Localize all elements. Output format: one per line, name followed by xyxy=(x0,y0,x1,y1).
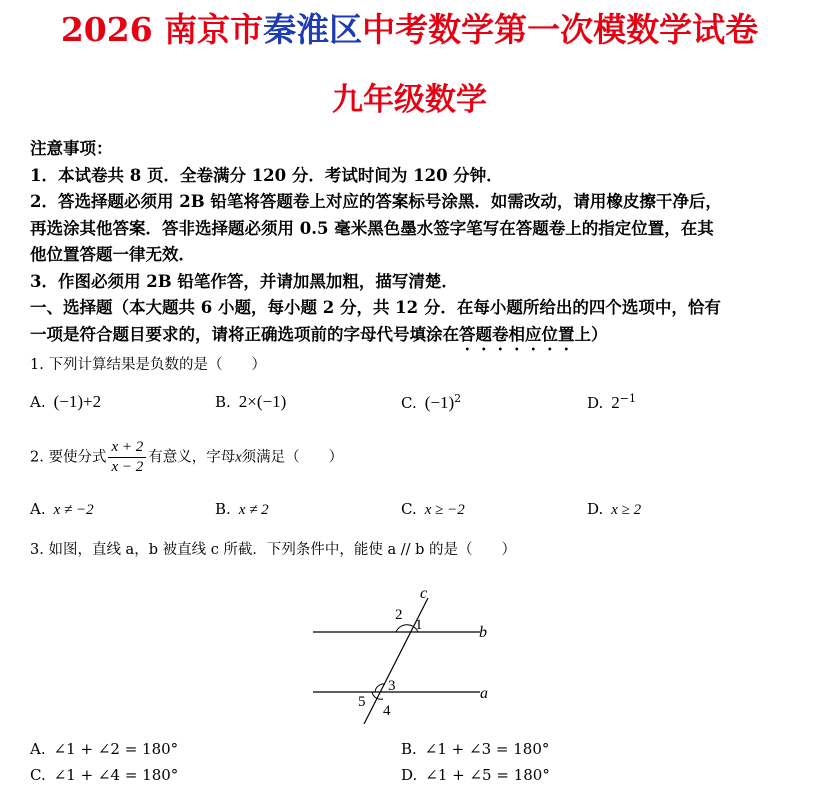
notes-line: 3．作图必须用 2B 铅笔作答，并请加黑加粗，描写清楚． xyxy=(30,271,458,291)
option-label: B. xyxy=(401,740,417,758)
notes-line-text: 一项是符合题目要求的，请将正确选项前的字母代号填涂在 xyxy=(30,324,459,344)
option-text: ∠1 + ∠4 = 180° xyxy=(53,766,179,784)
option-label: C. xyxy=(401,394,417,412)
option-label: C. xyxy=(401,500,417,518)
exam-subtitle: 九年级数学 xyxy=(332,82,487,118)
q2-stem-text: 2. 要使分式 xyxy=(30,449,107,466)
question-1-stem: 1. 下列计算结果是负数的是（ ） xyxy=(30,357,266,373)
q3-option-c xyxy=(30,766,178,784)
option-label: B. xyxy=(215,500,231,518)
label-angle-3: 3 xyxy=(388,678,396,694)
q3-option-a xyxy=(30,740,178,758)
parallel-lines-figure xyxy=(0,578,819,758)
question-2-stem xyxy=(30,438,343,477)
fraction xyxy=(108,438,146,477)
label-b: b xyxy=(479,624,487,641)
option-label: A. xyxy=(30,740,46,758)
q2-option-b xyxy=(215,500,269,519)
notes-line: 再选涂其他答案．答非选择题必须用 0.5 毫米黑色墨水签字笔写在答题卷上的指定位置，在其 xyxy=(30,218,714,238)
label-angle-2: 2 xyxy=(395,607,403,623)
option-label: A. xyxy=(30,393,46,411)
label-angle-4: 4 xyxy=(383,703,391,719)
option-label: D. xyxy=(401,766,418,784)
q1-option-b xyxy=(215,392,286,412)
title-district: 秦淮区 xyxy=(263,10,363,49)
question-3-stem: 3. 如图，直线 a，b 被直线 c 所截．下列条件中，能使 a // b 的是（ ） xyxy=(30,542,517,558)
notes-line: 一、选择题（本大题共 6 小题，每小题 2 分，共 12 分．在每小题所给出的四个选项中，恰有 xyxy=(30,298,721,317)
option-label: C. xyxy=(30,766,46,784)
notes-line-text: 上） xyxy=(574,324,608,344)
notes-line xyxy=(30,322,790,354)
q3-option-b xyxy=(401,740,549,758)
variable: x xyxy=(235,449,242,466)
option-text: (−1)+2 xyxy=(53,392,102,411)
q1-option-a xyxy=(30,392,101,412)
notes-line: 1．本试卷共 8 页．全卷满分 120 分．考试时间为 120 分钟． xyxy=(30,165,503,185)
notes-line: 他位置答题一律无效． xyxy=(30,245,195,264)
title-exam-name: 中考数学第一次模数学试卷 xyxy=(362,10,759,49)
option-text: x ≥ 2 xyxy=(611,502,642,518)
option-label: D. xyxy=(587,500,604,518)
notes-section xyxy=(30,136,790,354)
notes-line: 2．答选择题必须用 2B 铅笔将答题卷上对应的答案标号涂黑．如需改动，请用橡皮擦干净后， xyxy=(30,192,722,211)
fraction-denominator: x − 2 xyxy=(111,459,144,475)
notes-heading: 注意事项： xyxy=(30,139,113,158)
label-a: a xyxy=(480,685,488,702)
label-angle-5: 5 xyxy=(358,694,366,710)
option-text: 2×(−1) xyxy=(238,392,287,411)
q2-option-d xyxy=(587,500,641,519)
q1-option-d xyxy=(587,392,636,413)
dotted-emphasis: 答题卷相应位置 xyxy=(459,324,575,344)
q2-stem-text: 有意义，字母 xyxy=(148,449,236,466)
q1-option-c xyxy=(401,392,461,413)
option-text: ∠1 + ∠2 = 180° xyxy=(53,740,179,758)
q2-stem-text: 须满足（ ） xyxy=(241,449,344,466)
label-angle-1: 1 xyxy=(415,617,423,633)
option-exponent: 2 xyxy=(454,392,462,405)
title-city: 2026 南京市 xyxy=(60,10,264,49)
q3-option-d xyxy=(401,766,550,784)
option-text: (−1) xyxy=(424,393,455,412)
label-c: c xyxy=(420,585,428,602)
option-label: A. xyxy=(30,500,46,518)
option-text: x ≠ −2 xyxy=(53,502,94,518)
option-text: x ≠ 2 xyxy=(238,502,269,518)
exam-title xyxy=(0,4,819,51)
option-label: B. xyxy=(215,393,231,411)
option-text: ∠1 + ∠3 = 180° xyxy=(424,740,550,758)
option-text: 2 xyxy=(611,393,620,412)
q2-option-c xyxy=(401,500,465,519)
option-text: x ≥ −2 xyxy=(424,502,465,518)
option-label: D. xyxy=(587,394,604,412)
q2-option-a xyxy=(30,500,94,519)
option-text: ∠1 + ∠5 = 180° xyxy=(425,766,550,784)
angle-arc-bottom-lower xyxy=(372,692,383,699)
option-exponent: −1 xyxy=(619,392,636,405)
fraction-numerator: x + 2 xyxy=(108,438,146,458)
